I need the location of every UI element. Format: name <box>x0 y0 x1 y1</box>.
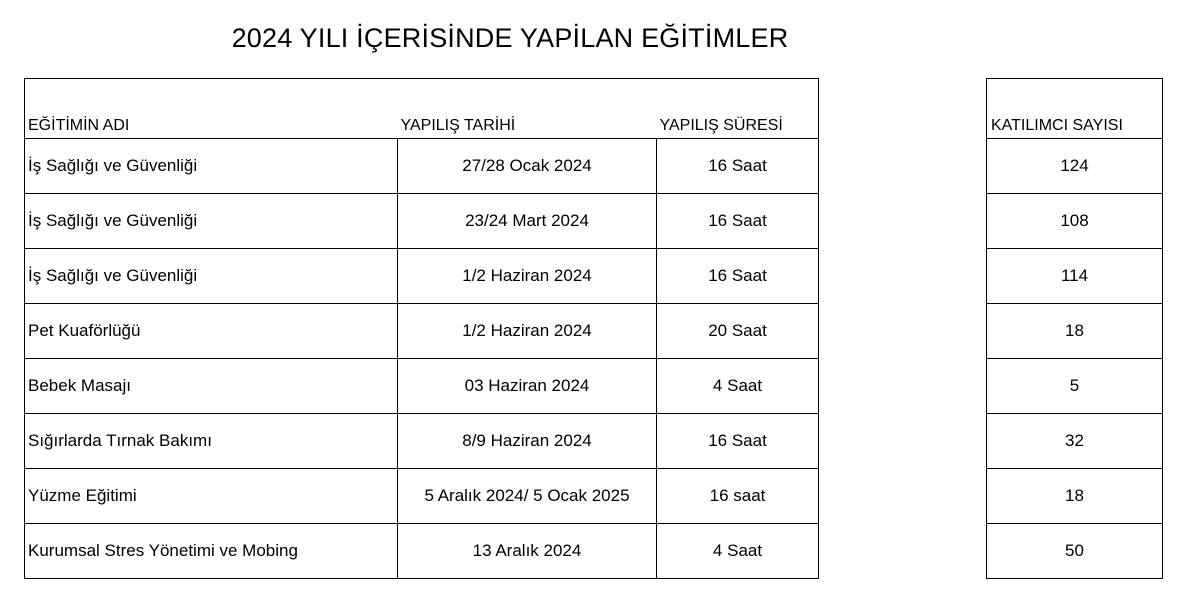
table-row <box>25 304 819 359</box>
training-duration-cell: 16 Saat <box>657 194 819 249</box>
participant-count-cell: 18 <box>987 304 1163 359</box>
training-date-cell: 03 Haziran 2024 <box>398 359 657 414</box>
training-duration-cell: 16 Saat <box>657 414 819 469</box>
header-row <box>25 79 819 139</box>
table-row <box>987 194 1163 249</box>
table-row <box>987 414 1163 469</box>
table-row <box>25 524 819 579</box>
participant-count-cell: 32 <box>987 414 1163 469</box>
table-row <box>987 249 1163 304</box>
header-date: YAPILIŞ TARİHİ <box>398 79 657 139</box>
training-name-cell: İş Sağlığı ve Güvenliği <box>25 139 398 194</box>
header-duration: YAPILIŞ SÜRESİ <box>657 79 819 139</box>
training-date-cell: 1/2 Haziran 2024 <box>398 304 657 359</box>
training-duration-cell: 20 Saat <box>657 304 819 359</box>
training-name-cell: Kurumsal Stres Yönetimi ve Mobing <box>25 524 398 579</box>
participant-count-cell: 18 <box>987 469 1163 524</box>
training-date-cell: 1/2 Haziran 2024 <box>398 249 657 304</box>
participant-count-cell: 50 <box>987 524 1163 579</box>
table-row <box>987 524 1163 579</box>
participant-count-cell: 5 <box>987 359 1163 414</box>
training-duration-cell: 16 Saat <box>657 249 819 304</box>
header-participants: KATILIMCI SAYISI <box>987 79 1163 139</box>
table-row <box>987 139 1163 194</box>
training-duration-cell: 16 Saat <box>657 139 819 194</box>
participant-count-cell: 114 <box>987 249 1163 304</box>
header-row <box>987 79 1163 139</box>
training-name-cell: Sığırlarda Tırnak Bakımı <box>25 414 398 469</box>
training-date-cell: 13 Aralık 2024 <box>398 524 657 579</box>
trainings-table <box>24 78 819 579</box>
training-duration-cell: 4 Saat <box>657 359 819 414</box>
training-name-cell: Bebek Masajı <box>25 359 398 414</box>
participant-count-cell: 108 <box>987 194 1163 249</box>
table-row <box>25 359 819 414</box>
table-row <box>25 249 819 304</box>
training-name-cell: İş Sağlığı ve Güvenliği <box>25 249 398 304</box>
participant-count-cell: 124 <box>987 139 1163 194</box>
training-date-cell: 23/24 Mart 2024 <box>398 194 657 249</box>
table-row <box>25 139 819 194</box>
training-date-cell: 27/28 Ocak 2024 <box>398 139 657 194</box>
table-row <box>25 414 819 469</box>
participants-table <box>986 78 1163 579</box>
training-duration-cell: 16 saat <box>657 469 819 524</box>
table-row <box>25 194 819 249</box>
table-row <box>987 469 1163 524</box>
table-row <box>987 359 1163 414</box>
training-name-cell: Yüzme Eğitimi <box>25 469 398 524</box>
training-date-cell: 5 Aralık 2024/ 5 Ocak 2025 <box>398 469 657 524</box>
table-row <box>987 304 1163 359</box>
training-name-cell: İş Sağlığı ve Güvenliği <box>25 194 398 249</box>
training-duration-cell: 4 Saat <box>657 524 819 579</box>
header-name: EĞİTİMİN ADI <box>25 79 398 139</box>
page-title: 2024 YILI İÇERİSİNDE YAPİLAN EĞİTİMLER <box>231 23 789 53</box>
training-name-cell: Pet Kuaförlüğü <box>25 304 398 359</box>
training-date-cell: 8/9 Haziran 2024 <box>398 414 657 469</box>
table-row <box>25 469 819 524</box>
